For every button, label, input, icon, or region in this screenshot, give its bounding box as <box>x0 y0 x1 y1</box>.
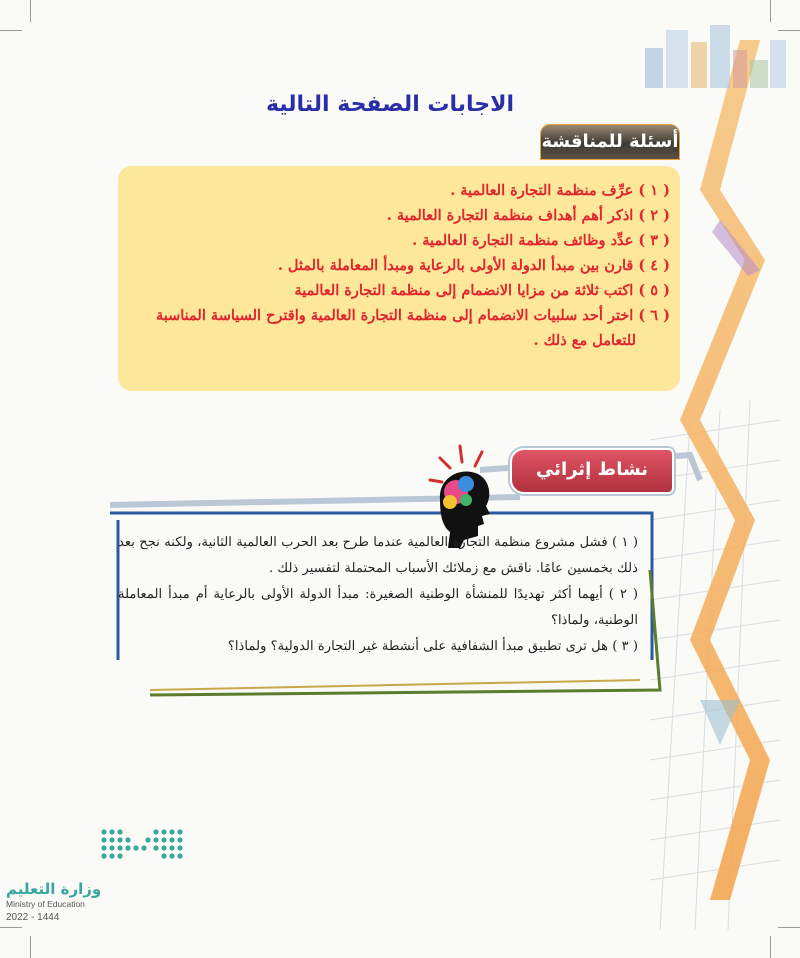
activity-item-3: ( ٣ ) هل ترى تطبيق مبدأ الشفافية على أنشطة غير التجارة الدولية؟ ولماذا؟ <box>227 639 638 654</box>
activity-items <box>118 530 638 660</box>
ministry-logo-icon <box>96 826 192 868</box>
ministry-name-en: Ministry of Education <box>6 899 85 909</box>
activity-item-1: ( ١ ) فشل مشروع منظمة التجارة العالمية عندما طرح بعد الحرب العالمية الثانية، ولكنه نجح بعد ذلك بخمسين عامًا. ناقش مع زملائك الأسباب المحتملة لتفسير ذلك . <box>118 535 638 576</box>
activity-title: نشاط إثرائي <box>510 448 674 494</box>
activity-item-2: ( ٢ ) أيهما أكثر تهديدًا للمنشأة الوطنية الصغيرة: مبدأ الدولة الأولى بالرعاية أم مبدأ المعاملة الوطنية، ولماذا؟ <box>118 587 638 628</box>
question-3: ( ٣ ) عدِّد وظائف منظمة التجارة العالمية . <box>412 232 670 249</box>
discussion-questions <box>130 178 670 353</box>
discussion-title: أسئلة للمناقشة <box>540 124 680 160</box>
question-2: ( ٢ ) اذكر أهم أهداف منظمة التجارة العالمية . <box>386 207 670 224</box>
question-1: ( ١ ) عرِّف منظمة التجارة العالمية . <box>450 182 670 199</box>
question-4: ( ٤ ) قارن بين مبدأ الدولة الأولى بالرعاية ومبدأ المعاملة بالمثل . <box>277 257 670 274</box>
question-6: ( ٦ ) اختر أحد سلبيات الانضمام إلى منظمة التجارة العالمية واقترح السياسة المناسبة <box>155 307 670 324</box>
question-5: ( ٥ ) اكتب ثلاثة من مزايا الانضمام إلى منظمة التجارة العالمية <box>294 282 670 299</box>
ministry-name-ar: وزارة التعليم <box>6 880 102 898</box>
page-heading: الاجابات الصفحة التالية <box>265 92 515 117</box>
ministry-year: 2022 - 1444 <box>6 912 60 923</box>
question-6-continuation: للتعامل مع ذلك . <box>533 332 636 349</box>
